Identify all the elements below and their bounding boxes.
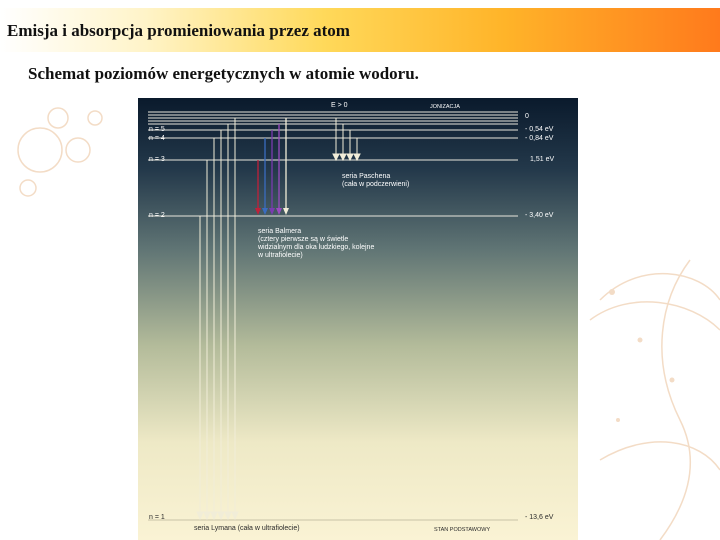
level-label-n4: n = 4 (149, 135, 165, 142)
ground-state-label: STAN PODSTAWOWY (434, 527, 491, 533)
paschen-series-label (342, 173, 452, 189)
energy-label-n1: - 13,6 eV (525, 514, 554, 521)
energy-label-n4: - 0,84 eV (525, 135, 554, 142)
diagram-lines (138, 98, 578, 540)
energy-label-n3: 1,51 eV (530, 156, 555, 163)
energy-label-n2: - 3,40 eV (525, 212, 554, 219)
paschen-series-name: seria Paschena (342, 173, 391, 180)
ionization-label: JONIZACJA (430, 104, 460, 110)
lyman-series-label: seria Lymana (cała w ultrafiolecie) (194, 525, 300, 532)
balmer-series-arrows (255, 118, 289, 215)
level-label-n5: n = 5 (149, 126, 165, 133)
continuum-lines (148, 112, 518, 124)
level-label-n1: n = 1 (149, 514, 165, 521)
zero-energy-label: 0 (525, 113, 529, 120)
title-bar (0, 8, 720, 52)
balmer-series-label (258, 228, 378, 260)
top-energy-label: E > 0 (331, 102, 348, 109)
balmer-series-name: seria Balmera (258, 228, 302, 235)
balmer-series-note: (cztery pierwsze są w świetle widzialnym dla oka ludzkiego, kolejne w ultrafiolecie) (258, 236, 375, 259)
slide-title: Emisja i absorpcja promieniowania przez atom (7, 21, 350, 40)
level-label-n2: n = 2 (149, 212, 165, 219)
paschen-series-note: (cała w podczerwieni) (342, 181, 410, 188)
level-label-n3: n = 3 (149, 156, 165, 163)
lyman-series-arrows (197, 118, 238, 519)
energy-label-n5: - 0,54 eV (525, 126, 554, 133)
slide-subtitle: Schemat poziomów energetycznych w atomie wodoru. (28, 64, 419, 83)
energy-level-diagram (138, 98, 578, 540)
